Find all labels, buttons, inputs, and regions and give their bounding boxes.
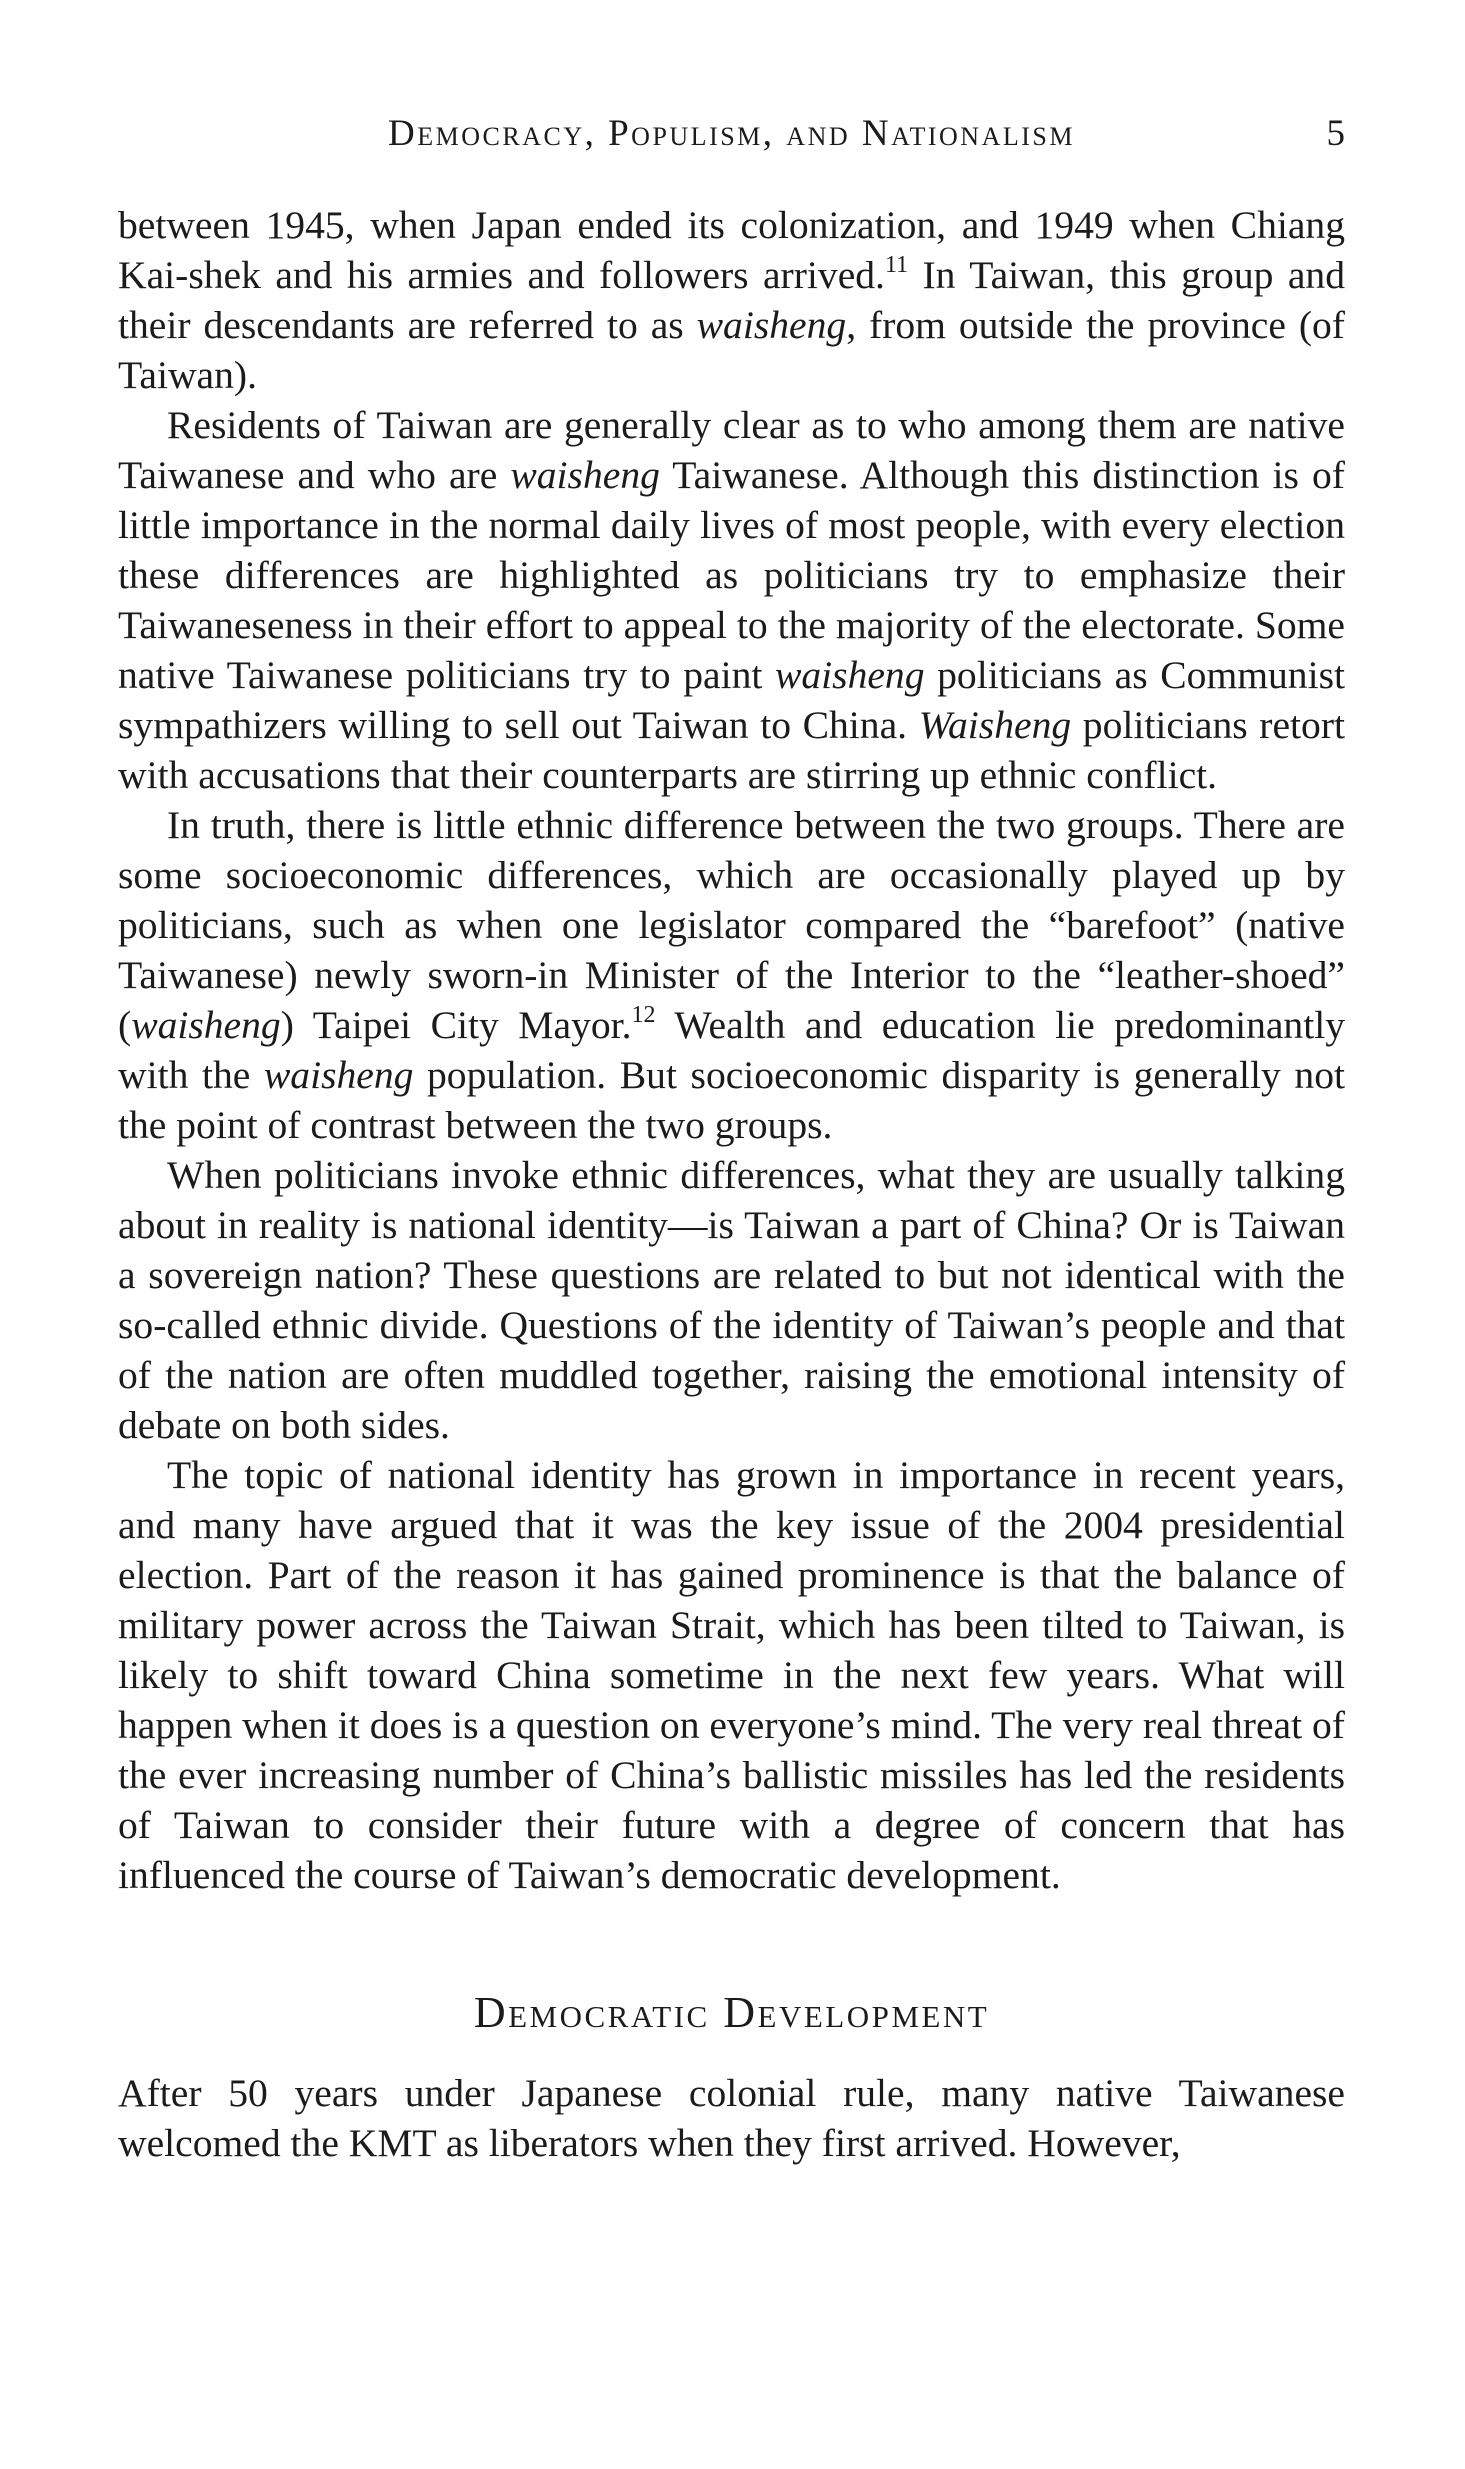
text-run: politicians as Communist sympathizers willing to sell out Taiwan to China. [118, 653, 1345, 747]
italic-term: waisheng [696, 303, 847, 347]
text-run: ) Taipei City Mayor. [280, 1003, 632, 1047]
paragraph-6: After 50 years under Japanese colonial rule, many native Taiwanese welcomed the KMT as liberators when they first arrived. However, [118, 2071, 1345, 2165]
section-heading: Democratic Development [473, 1988, 990, 2037]
italic-term: Waisheng [918, 703, 1072, 747]
text-run: Residents of Taiwan are generally clear as to who among them are native Taiwanese and who are [118, 403, 1345, 497]
text-run: In Taiwan, this group and their descendants are referred to as [118, 253, 1346, 347]
text-run: politicians retort with accusations that their counterparts are stirring up ethnic conflict. [118, 703, 1345, 797]
text-run: between 1945, when Japan ended its colonization, and 1949 when Chiang Kai-shek and his armies and followers arrived. [118, 203, 1345, 297]
italic-term: waisheng [263, 1053, 414, 1097]
italic-term: waisheng [774, 653, 925, 697]
footnote-ref-12: 12 [631, 1002, 656, 1028]
page-number: 5 [1326, 113, 1345, 154]
paragraph-2 [118, 400, 1345, 800]
paragraph-5: The topic of national identity has grown in importance in recent years, and many have argued that it was the key issue of the 2004 presidential election. Part of the reason it has gained prominence is that the balance of military power across the Taiwan Strait, which has been tilted to Taiwan, is likely to shift toward China sometime in the next few years. What will happen when it does is a question on everyone’s mind. The very real threat of the ever increasing number of China’s ballistic missiles has led the residents of Taiwan to consider their future with a degree of concern that has influenced the course of Taiwan’s democratic development. [118, 1453, 1345, 1897]
italic-term: waisheng [131, 1003, 281, 1047]
running-head [118, 108, 1345, 158]
text-run: , from outside the province (of Taiwan). [118, 303, 1345, 397]
running-title: Democracy, Populism, and Nationalism [388, 113, 1075, 154]
text-run: In truth, there is little ethnic difference between the two groups. There are some socioeconomic differences, which are occasionally played up by politicians, such as when one legislator compared the “barefoot” (native Taiwanese) newly sworn-in Minister of the Interior to the “leather-shoed” ( [118, 803, 1345, 1047]
paragraph-4: When politicians invoke ethnic differences, what they are usually talking about in reality is national identity—is Taiwan a part of China? Or is Taiwan a sovereign nation? These questions are related to but not identical with the so-called ethnic divide. Questions of the identity of Taiwan’s people and that of the nation are often muddled together, raising the emotional intensity of debate on both sides. [118, 1153, 1345, 1447]
footnote-ref-11: 11 [884, 252, 909, 278]
text-run: Wealth and education lie predominantly with the [118, 1003, 1345, 1097]
body-text [118, 200, 1345, 2168]
text-run: Taiwanese. Although this distinction is of little importance in the normal daily lives of most people, with every election these differences are highlighted as politicians try to emphasize their Taiwaneseness in their effort to appeal to the majority of the electorate. Some native Taiwanese politicians try to paint [118, 453, 1345, 697]
text-run: population. But socioeconomic disparity is generally not the point of contrast between the two groups. [118, 1053, 1345, 1147]
paragraph-3 [118, 800, 1345, 1150]
paragraph-1 [118, 200, 1345, 400]
italic-term: waisheng [510, 453, 660, 497]
